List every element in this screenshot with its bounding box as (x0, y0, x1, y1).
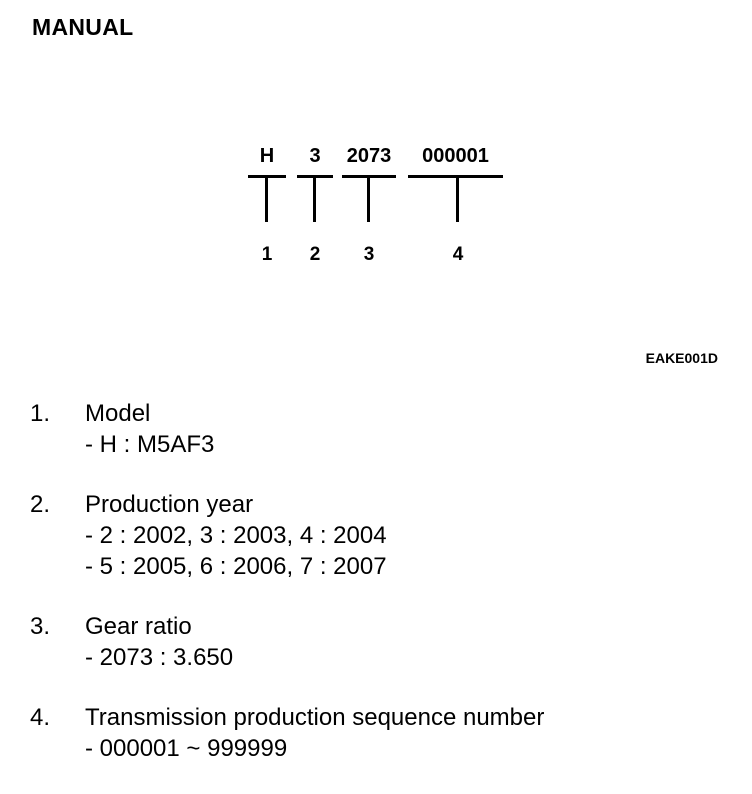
code-number-1: 1 (261, 244, 273, 265)
code-segment-gear-ratio: 2073 (346, 145, 392, 167)
code-stem-year (313, 177, 316, 222)
legend-item-number: 3. (30, 613, 51, 640)
legend-item-number: 2. (30, 491, 51, 518)
code-stem-gear-ratio (367, 177, 370, 222)
legend-item-detail: - H : M5AF3 (85, 431, 215, 458)
legend-item-body (85, 489, 730, 582)
legend-item-title: Transmission production sequence number (85, 704, 545, 731)
legend-item-model (30, 398, 730, 460)
code-number-3: 3 (363, 244, 375, 265)
legend-item-detail: - 2073 : 3.650 (85, 644, 234, 671)
legend-item-detail: - 2 : 2002, 3 : 2003, 4 : 2004 (85, 522, 387, 549)
legend-list (30, 398, 730, 764)
legend-item-number: 4. (30, 704, 51, 731)
code-number-2: 2 (309, 244, 321, 265)
code-segment-sequence: 000001 (422, 145, 489, 167)
legend-item-sequence-number (30, 702, 730, 764)
legend-item-title: Gear ratio (85, 613, 192, 640)
legend-item-body (85, 702, 730, 764)
code-segment-year: 3 (309, 145, 321, 167)
code-segment-model: H (259, 145, 275, 167)
legend-item-detail: - 000001 ~ 999999 (85, 735, 288, 762)
legend-item-production-year (30, 489, 730, 582)
legend-item-gear-ratio (30, 611, 730, 673)
legend-item-body (85, 611, 730, 673)
code-number-4: 4 (452, 244, 464, 265)
legend-item-detail: - 5 : 2005, 6 : 2006, 7 : 2007 (85, 553, 387, 580)
legend-item-body (85, 398, 730, 460)
page-title: MANUAL (32, 14, 134, 40)
code-diagram (0, 140, 752, 270)
legend-item-number: 1. (30, 400, 51, 427)
code-stem-model (265, 177, 268, 222)
figure-id: EAKE001D (645, 350, 718, 366)
legend-item-title: Model (85, 400, 151, 427)
code-stem-sequence (456, 177, 459, 222)
legend-item-title: Production year (85, 491, 254, 518)
